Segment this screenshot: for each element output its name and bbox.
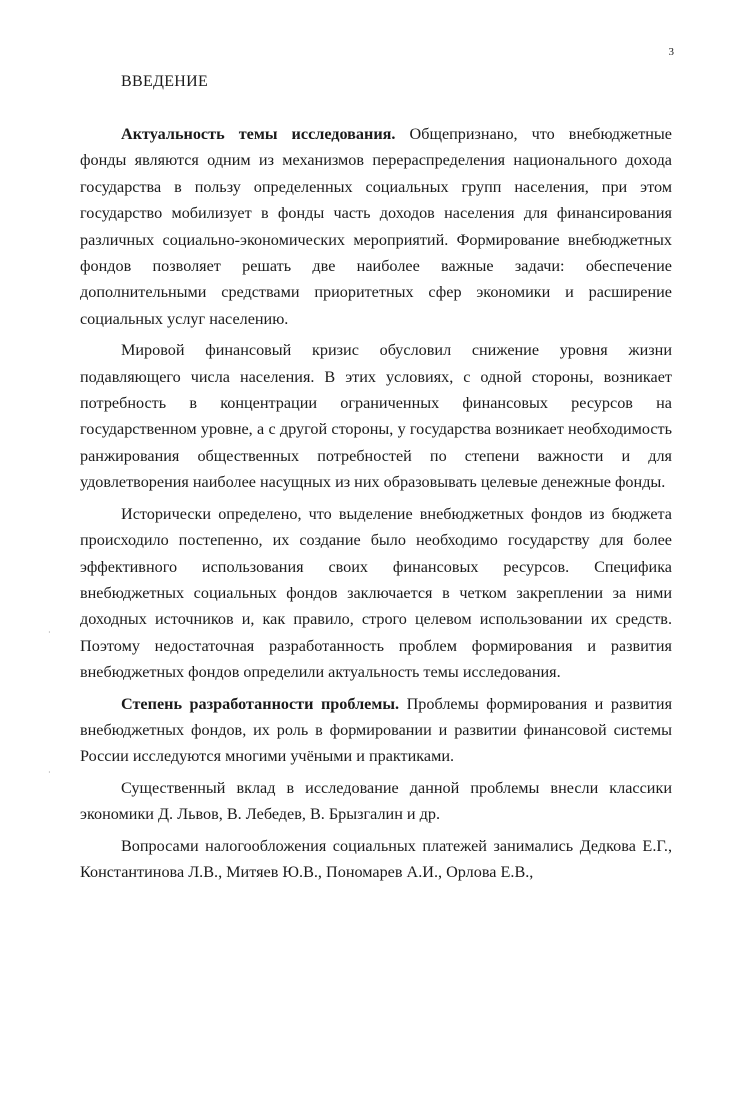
paragraph-text: Вопросами налогообложения социальных платежей занимались Дедкова Е.Г., Константинова Л.В., Митяев Ю.В., Пономарев А.И., Орлова Е.В., xyxy=(80,836,672,881)
paragraph-lead: Степень разработанности проблемы. xyxy=(121,694,400,713)
paragraph-text: Существенный вклад в исследование данной проблемы внесли классики экономики Д. Львов, В. Лебедев, В. Брызгалин и др. xyxy=(80,778,672,824)
paragraph-taxation xyxy=(80,833,672,886)
body-text xyxy=(80,121,672,890)
paragraph-text: Общепризнано, что внебюджетные фонды являются одним из механизмов перераспределения национального дохода государства в пользу определенных социальных групп населения, при этом государство мобилизует в фонды часть доходов населения для финансирования различных социально-экономических мероприятий. Формирование внебюджетных фондов позволяет решать две наиболее важные задачи: обеспечение дополнительными средствами приоритетных сфер экономики и расширение социальных услуг населению. xyxy=(80,125,672,328)
paragraph-degree xyxy=(80,691,672,770)
paragraph-text: Исторически определено, что выделение внебюджетных фондов из бюджета происходило постепенно, их создание было необходимо государству для более эффективного использования своих финансовых ресурсов. Специфика внебюджетных социальных фондов заключается в четком закреплении за ними доходных источников и, как правило, строго целевом использовании их средств. Поэтому недостаточная разработанность проблем формирования и развития внебюджетных фондов определили актуальность темы исследования. xyxy=(80,504,672,682)
paragraph-history xyxy=(80,501,672,686)
section-title: ВВЕДЕНИЕ xyxy=(121,73,209,90)
scan-mark: · xyxy=(48,768,51,777)
scan-mark: · xyxy=(48,628,51,637)
paragraph-contribution xyxy=(80,775,672,828)
paragraph-lead: Актуальность темы исследования. xyxy=(121,125,396,143)
paragraph-crisis xyxy=(80,337,672,495)
paragraph-text: Проблемы формирования и развития внебюджетных фондов, их роль в формировании и развитии финансовой системы России исследуются многими учёными и практиками. xyxy=(80,694,673,766)
paragraph-relevance xyxy=(80,121,672,332)
paragraph-text: Мировой финансовый кризис обусловил снижение уровня жизни подавляющего числа населения. В этих условиях, с одной стороны, возникает потребность в концентрации ограниченных финансовых ресурсов на государственном уровне, а с другой стороны, у государства возникает необходимость ранжирования общественных потребностей по степени важности и для удовлетворения наиболее насущных из них образовывать целевые денежные фонды. xyxy=(80,341,672,492)
page-number: 3 xyxy=(668,46,674,58)
